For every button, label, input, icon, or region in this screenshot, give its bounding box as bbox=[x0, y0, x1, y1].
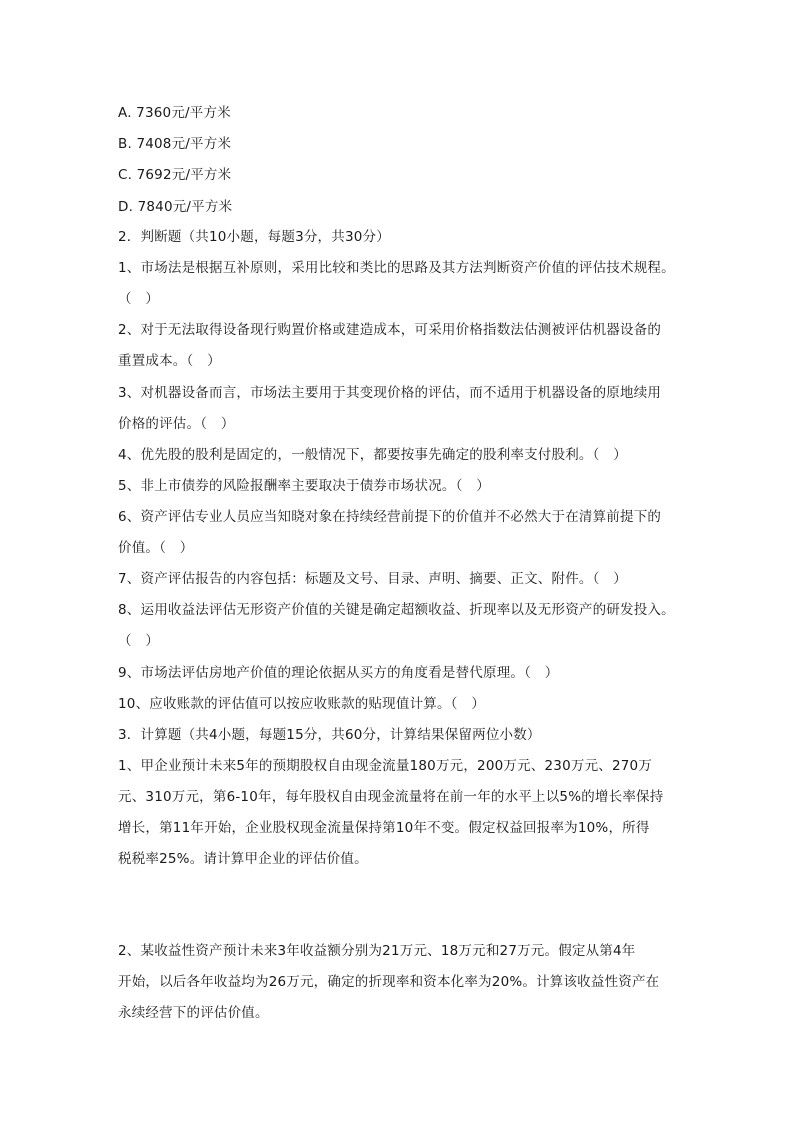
option-c: C. 7692元/平方米 bbox=[118, 167, 232, 183]
judgment-q7: 7、资产评估报告的内容包括：标题及文号、目录、声明、摘要、正文、附件。（ ） bbox=[118, 571, 627, 587]
calc-q1-line1: 1、甲企业预计未来5年的预期股权自由现金流量180万元，200万元、230万元、270万 bbox=[118, 758, 653, 774]
calc-q1-line2: 元、310万元，第6-10年，每年股权自由现金流量将在前一年的水平上以5%的增长率保持 bbox=[118, 789, 664, 805]
option-b: B. 7408元/平方米 bbox=[118, 136, 232, 152]
judgment-q6-line1: 6、资产评估专业人员应当知晓对象在持续经营前提下的价值并不必然大于在清算前提下的 bbox=[118, 509, 662, 525]
option-d: D. 7840元/平方米 bbox=[118, 199, 233, 215]
judgment-q10: 10、应收账款的评估值可以按应收账款的贴现值计算。（ ） bbox=[118, 696, 486, 712]
calc-q1-line4: 税税率25%。请计算甲企业的评估价值。 bbox=[118, 851, 368, 867]
option-a: A. 7360元/平方米 bbox=[118, 105, 231, 121]
calc-q2-line1: 2、某收益性资产预计未来3年收益额分别为21万元、18万元和27万元。假定从第4年 bbox=[118, 943, 636, 959]
judgment-q4: 4、优先股的股利是固定的，一般情况下，都要按事先确定的股利率支付股利。（ ） bbox=[118, 447, 627, 463]
calc-q1-line3: 增长，第11年开始，企业股权现金流量保持第10年不变。假定权益回报率为10%，所得 bbox=[118, 820, 650, 836]
judgment-q5: 5、非上市债券的风险报酬率主要取决于债券市场状况。（ ） bbox=[118, 478, 490, 494]
judgment-q9: 9、市场法评估房地产价值的理论依据从买方的角度看是替代原理。（ ） bbox=[118, 665, 559, 681]
judgment-q6-line2: 价值。（ ） bbox=[118, 540, 194, 556]
judgment-q8-line1: 8、运用收益法评估无形资产价值的关键是确定超额收益、折现率以及无形资产的研发投入。 bbox=[118, 602, 675, 618]
section-heading-calculation: 3．计算题（共4小题，每题15分，共60分，计算结果保留两位小数） bbox=[118, 727, 541, 743]
judgment-q1-line1: 1、市场法是根据互补原则，采用比较和类比的思路及其方法判断资产价值的评估技术规程。 bbox=[118, 260, 675, 276]
judgment-q3-line1: 3、对机器设备而言，市场法主要用于其变现价格的评估，而不适用于机器设备的原地续用 bbox=[118, 385, 662, 401]
judgment-q8-line2: （ ） bbox=[118, 633, 160, 649]
judgment-q2-line2: 重置成本。（ ） bbox=[118, 353, 221, 369]
calc-q2-line2: 开始，以后各年收益均为26万元，确定的折现率和资本化率为20%。计算该收益性资产在 bbox=[118, 974, 660, 990]
calc-q2-line3: 永续经营下的评估价值。 bbox=[118, 1005, 269, 1021]
judgment-q2-line1: 2、对于无法取得设备现行购置价格或建造成本，可采用价格指数法估测被评估机器设备的 bbox=[118, 322, 662, 338]
judgment-q3-line2: 价格的评估。（ ） bbox=[118, 416, 235, 432]
section-heading-judgment: 2．判断题（共10小题，每题3分，共30分） bbox=[118, 229, 390, 245]
judgment-q1-line2: （ ） bbox=[118, 291, 160, 307]
